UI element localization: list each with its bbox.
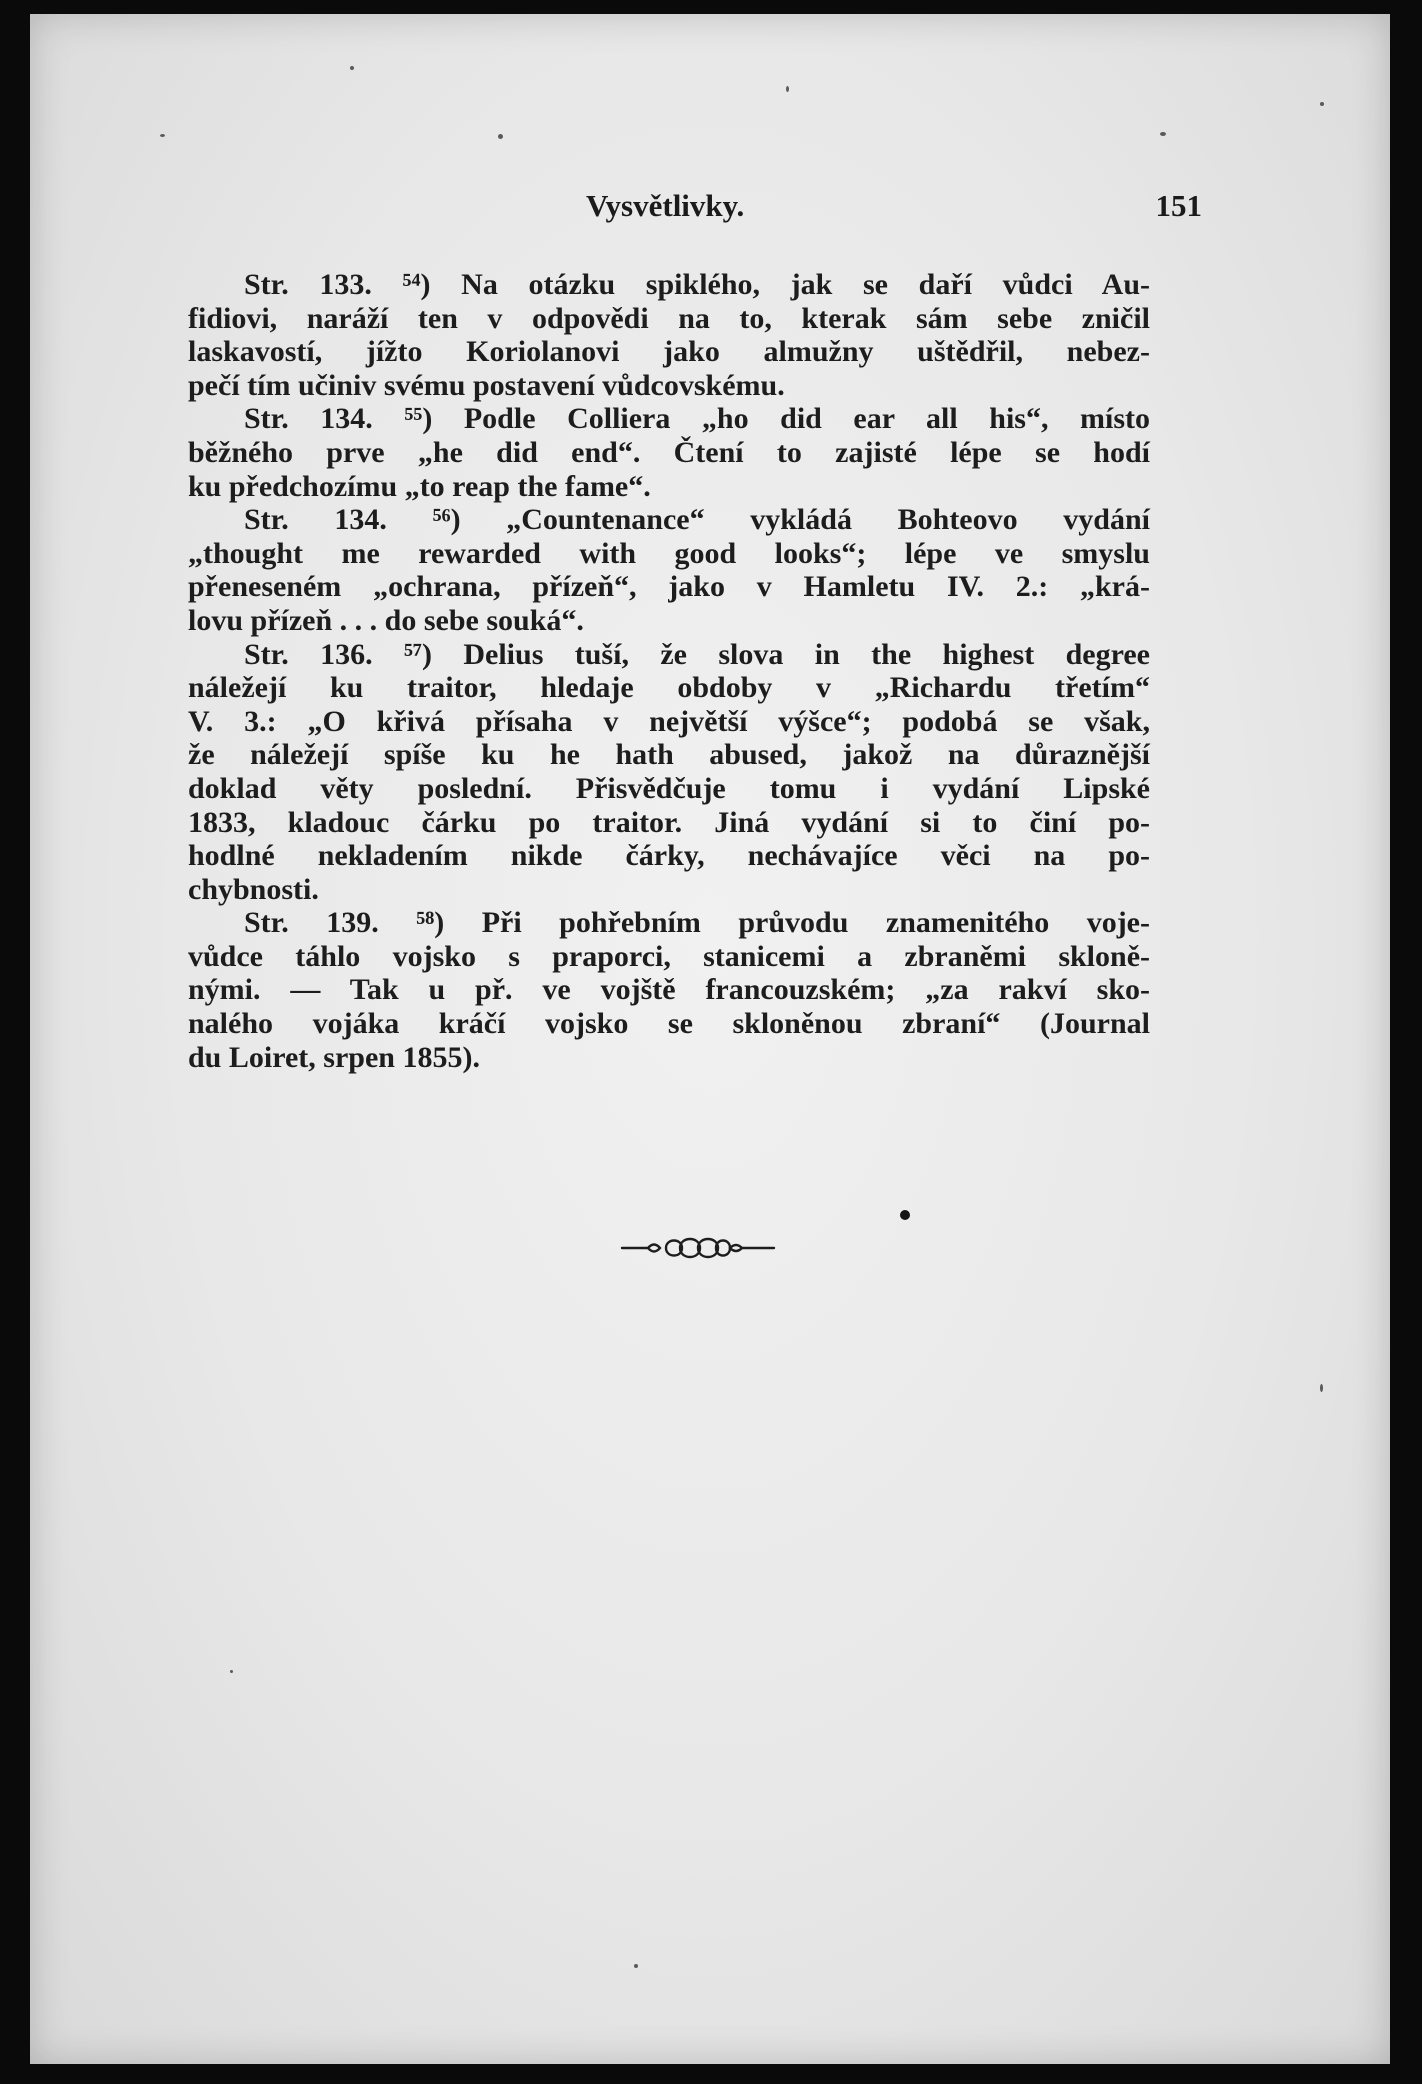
text-line: že náležejí spíše ku he hath abused, jakož na důraznější: [188, 738, 1150, 772]
print-speck: [230, 1670, 233, 1673]
text-line: vůdce táhlo vojsko s praporci, stanicemi a zbraněmi skloně-: [188, 939, 1150, 973]
text-line: doklad věty poslední. Přisvědčuje tomu i vydání Lipské: [188, 771, 1150, 805]
text-line: chybnosti.: [188, 872, 319, 906]
text-line: nými. — Tak u př. ve vojště francouzském; „za rakví sko-: [188, 973, 1150, 1007]
text-line: 1833, kladouc čárku po traitor. Jiná vydání si to činí po-: [188, 805, 1150, 839]
text-line: běžného prve „he did end“. Čtení to zajisté lépe se hodí: [188, 435, 1150, 469]
text-line: nalého vojáka kráčí vojsko se skloněnou zbraní“ (Journal: [188, 1007, 1150, 1041]
text-line: „thought me rewarded with good looks“; lépe ve smyslu: [188, 536, 1150, 570]
print-speck: [160, 134, 165, 137]
text-line: Str. 139. ⁵⁸) Při pohřebním průvodu znamenitého voje-: [244, 906, 1150, 940]
notes-body: [188, 268, 1150, 1074]
text-line: náležejí ku traitor, hledaje obdoby v „Richardu třetím“: [188, 671, 1150, 705]
note-entry: [188, 268, 1150, 402]
text-line: V. 3.: „O křivá přísaha v největší výšce“; podobá se však,: [188, 704, 1150, 738]
text-line: přeneseném „ochrana, přízeň“, jako v Hamletu IV. 2.: „krá-: [188, 570, 1150, 604]
text-line: pečí tím učiniv svému postavení vůdcovskému.: [188, 368, 785, 402]
text-line: hodlné nekladením nikde čárky, nechávajíce věci na po-: [188, 839, 1150, 873]
print-speck: [350, 66, 354, 70]
page-header: [190, 180, 1202, 230]
text-line: Str. 134. ⁵⁶) „Countenance“ vykládá Bohteovo vydání: [244, 503, 1150, 537]
note-entry: [188, 402, 1150, 503]
print-speck: [634, 1964, 638, 1968]
text-line: lovu přízeň . . . do sebe souká“.: [188, 603, 584, 637]
text-line: Str. 134. ⁵⁵) Podle Colliera „ho did ear all his“, místo: [244, 402, 1150, 436]
print-speck: [1320, 102, 1324, 106]
text-line: Str. 136. ⁵⁷) Delius tuší, že slova in the highest degree: [244, 637, 1150, 671]
note-entry: [188, 503, 1150, 637]
running-title: Vysvětlivky.: [586, 188, 745, 223]
print-speck: [900, 1210, 910, 1220]
text-line: laskavostí, jížto Koriolanovi jako almužny uštědřil, nebez-: [188, 335, 1150, 369]
book-page: [30, 14, 1390, 2064]
page-number: 151: [1155, 188, 1202, 223]
text-line: Str. 133. ⁵⁴) Na otázku spiklého, jak se daří vůdci Au-: [244, 268, 1150, 301]
print-speck: [786, 86, 789, 92]
text-line: fidiovi, naráží ten v odpovědi na to, kterak sám sebe zničil: [188, 301, 1150, 335]
print-speck: [1160, 132, 1166, 136]
print-speck: [1320, 1384, 1323, 1392]
note-entry: [188, 638, 1150, 907]
text-line: du Loiret, srpen 1855).: [188, 1040, 480, 1074]
text-line: ku předchozímu „to reap the fame“.: [188, 469, 651, 503]
fleuron-ornament-icon: [618, 1230, 778, 1266]
print-speck: [498, 134, 503, 139]
note-entry: [188, 906, 1150, 1074]
